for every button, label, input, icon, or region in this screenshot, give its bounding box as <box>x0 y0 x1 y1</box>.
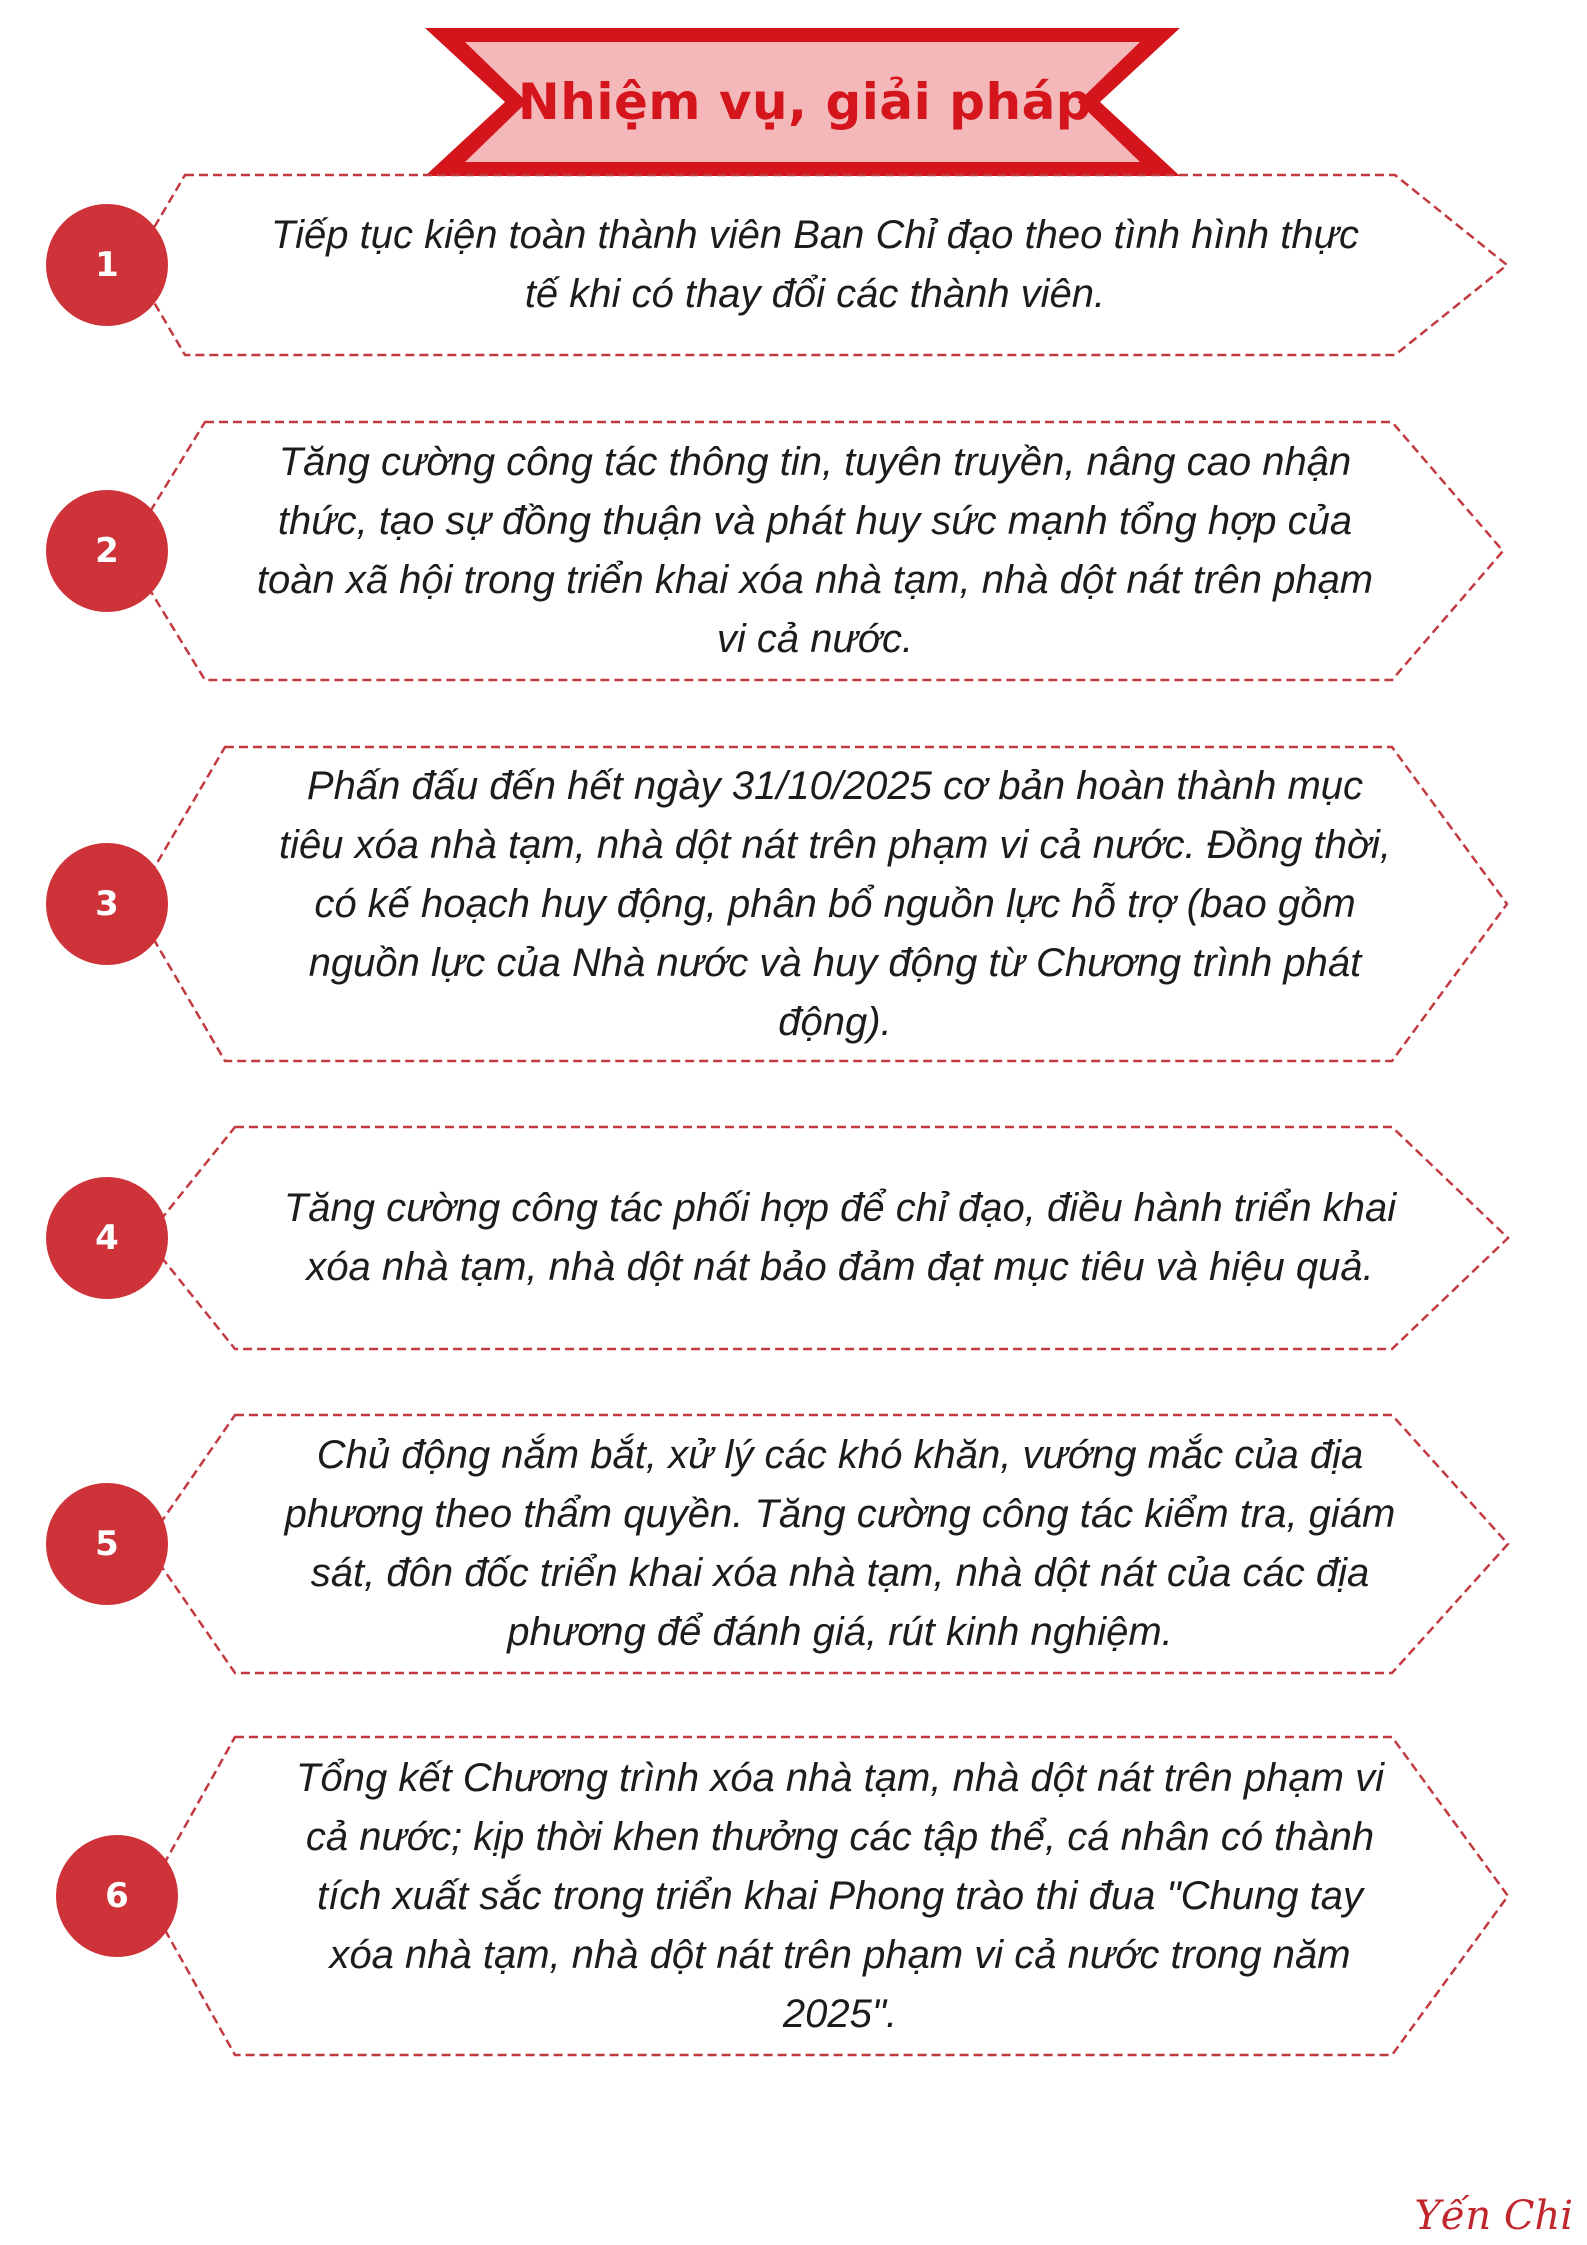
task-text: Tổng kết Chương trình xóa nhà tạm, nhà dột nát trên phạm vi cả nước; kịp thời khen thưởng các tập thể, cá nhân có thành tích xuất sắc trong triển khai Phong trào thi đua "Chung tay xóa nhà tạm, nhà dột nát trên phạm vi cả nước trong năm 2025". <box>296 1755 1384 2036</box>
step-number-badge: 5 <box>46 1483 168 1605</box>
step-number-badge: 6 <box>56 1835 178 1957</box>
task-item-1 <box>0 173 1587 357</box>
step-number-badge: 2 <box>46 490 168 612</box>
author-signature: Yến Chi <box>1414 2193 1573 2239</box>
task-item-6 <box>0 1735 1587 2057</box>
page-title: Nhiệm vụ, giải pháp <box>517 73 1093 131</box>
task-item-3 <box>0 745 1587 1063</box>
task-item-2 <box>0 420 1587 682</box>
task-item-5 <box>0 1413 1587 1675</box>
step-number-badge: 3 <box>46 843 168 965</box>
task-text: Tăng cường công tác thông tin, tuyên truyền, nâng cao nhận thức, tạo sự đồng thuận và phát huy sức mạnh tổng hợp của toàn xã hội trong triển khai xóa nhà tạm, nhà dột nát trên phạm vi cả nước. <box>256 440 1374 661</box>
step-number-badge: 1 <box>46 204 168 326</box>
task-text: Chủ động nắm bắt, xử lý các khó khăn, vướng mắc của địa phương theo thẩm quyền. Tăng cường công tác kiểm tra, giám sát, đôn đốc triển khai xóa nhà tạm, nhà dột nát của các địa phương để đánh giá, rút kinh nghiệm. <box>284 1433 1396 1654</box>
task-text: Tăng cường công tác phối hợp để chỉ đạo, điều hành triển khai xóa nhà tạm, nhà dột nát bảo đảm đạt mục tiêu và hiệu quả. <box>283 1186 1397 1289</box>
task-text: Phấn đấu đến hết ngày 31/10/2025 cơ bản hoàn thành mục tiêu xóa nhà tạm, nhà dột nát trên phạm vi cả nước. Đồng thời, có kế hoạch huy động, phân bổ nguồn lực hỗ trợ (bao gồm nguồn lực của Nhà nước và huy động từ Chương trình phát động). <box>278 763 1392 1044</box>
task-text: Tiếp tục kiện toàn thành viên Ban Chỉ đạo theo tình hình thực tế khi có thay đổi các thành viên. <box>271 213 1359 316</box>
step-number-badge: 4 <box>46 1177 168 1299</box>
task-item-4 <box>0 1125 1587 1351</box>
